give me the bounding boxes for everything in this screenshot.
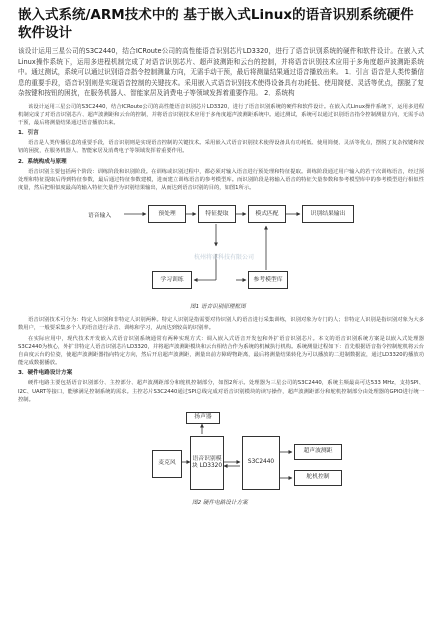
fig2-ultrasonic-box: 超声波测距 [294,444,342,460]
intro-body: 语音是人类传播信息的重要手段，语音识别则是实现语音控制的关键技术。采用嵌入式语音识别技术使得设备具有功耗低、使用简便、灵活等优点，摆脱了复杂按键和按钮的困扰，在服务机器人、智能家居及消费电子等领域发挥着重要作用。 [18,140,424,155]
intro-paragraph: 该设计运用三星公司的S3C2440，结合ICRoute公司的高性能语音识别芯片LD3320，进行了语音识别系统的硬件和软件设计。在嵌入式Linux操作系统下，运用多进程机制完成了对语音识别芯片、超声波测距和云台的控制，并将语音识别技术应用于多角度超声波测距系统中。通过测试，系统可以通过识别语音指令控制测量方向，无需手动干预，最后将测量结果通过语音播放出来。 [18,103,424,126]
page-title: 嵌入式系统/ARM技术中的 基于嵌入式Linux的语音识别系统硬件软件设计 [18,7,414,41]
section-heading-intro: 1．引言 [18,130,39,137]
implementation-paragraph: 在实际应用中，现代技术开发嵌入式语音识别系统通常有两种实现方式：调入嵌入式语音开发包和外扩语音识别芯片。本文的语音识别系统方案是以嵌入式处理器S3C2440为核心，外扩非特定人语音识别芯片LD3320，并将超声波测距模块和云台相结合作为系统的机械执行机构。系统测量过程如下：首先根据语音指令控制舵机将云台自由度云台的位姿，使超声波测距器指向特定方向，然后开启超声波测距，测量出前方障碍物距离，最后将测量结果转化为可以播放的二进制数据流，通过LD3320的播放功能完成数据播放。 [18,335,424,367]
abstract: 该设计运用三星公司的S3C2440，结合ICRoute公司的高性能语音识别芯片LD3320，进行了语音识别系统的硬件和软件设计。在嵌入式Linux操作系统下，运用多进程机制完成了对语音识别芯片、超声波测距和云台的控制，并将语音识别技术应用于多角度超声波测距系统中。通过测试，系统可以通过识别语音指令控制测量方向，无需手动干预，最后将测量结果通过语音播放出来。 1．引言 语音是人类传播信息的重要手段，语音识别则是实现语音控制的关键技术。采用嵌入式语音识别技术使得设备具有功耗低、使用简便、灵活等优点，摆脱了复杂按键和按钮的困扰，在服务机器人、智能家居及消费电子等领域发挥着重要作用。 2．系统构 [18,47,424,97]
fig1-library-box: 参考模型库 [248,271,288,289]
recognition-types-paragraph: 语音识别技术可分为：特定人识别和非特定人识别两种。特定人识别是指需要对待识别人的语音进行采集训练，识别对象为专门的人；非特定人识别是指识别对象为大多数用户，一般要采集多个人的语音进行录音、训练和学习，从而达到较高的识别率。 [18,317,424,332]
fig2-s3c2440-box: S3C2440 [242,436,280,490]
fig2-speaker-box: 扬声器 [186,412,220,424]
fig1-feature-box: 特征提取 [198,205,236,223]
fig2-servo-box: 舵机控制 [294,470,342,486]
system-body: 语音识别主要包括两个阶段：训练阶段和识别阶段。在训练或识别过程中，都必须对输入语音进行预处理和特征提取。训练阶段通过用户输入的若干次训练语音，经过预处理和特征提取后得到特征参数，最后通过特征参数建模，进而建立训练语音的参考模型库。而识别阶段是将输入语音的特征矢量参数和参考模型库中的参考模型进行相似性度量，然后把相似度最高的输入特征矢量作为识别结果输出，从而达到语音识别的目的，如图1所示。 [18,168,424,191]
fig1-preprocess-box: 预处理 [148,205,186,223]
watermark: 杭州将睿科技有限公司 [194,254,255,262]
hardware-paragraph: 硬件电路主要包括语音识别部分、主控部分、超声波测距部分和舵机控制部分，如图2所示。处理器为三星公司的S3C2440，系统主频最高可达533 MHz，支持SPI、I2C、UART等接口，能够满足控制系统的需求。主控芯片S3C2440通过SPI总线完成对语音识别模块的读写操作，超声波测距部分和舵机控制部分由处理器的GPIO进行统一控制。 [18,380,424,403]
fig1-input-label: 语音输入 [88,213,112,220]
document-page [18,6,424,528]
fig2-caption: 图2 硬件电路设计方案 [192,499,248,506]
fig1-match-box: 模式匹配 [248,205,286,223]
figure-1 [18,194,424,316]
fig2-speech-module-box: 语音识别模块 LD3320 [190,436,224,490]
fig2-mic-box: 麦克风 [152,450,182,478]
fig1-output-box: 识别结果输出 [302,205,354,223]
section-heading-system: 2．系统构成与原理 [18,158,67,165]
figure-2 [18,406,424,528]
section-heading-hardware: 3．硬件电路设计方案 [18,370,73,377]
fig1-train-box: 学习训练 [152,271,192,289]
fig1-caption: 图1 语音识别原理框图 [190,304,246,311]
